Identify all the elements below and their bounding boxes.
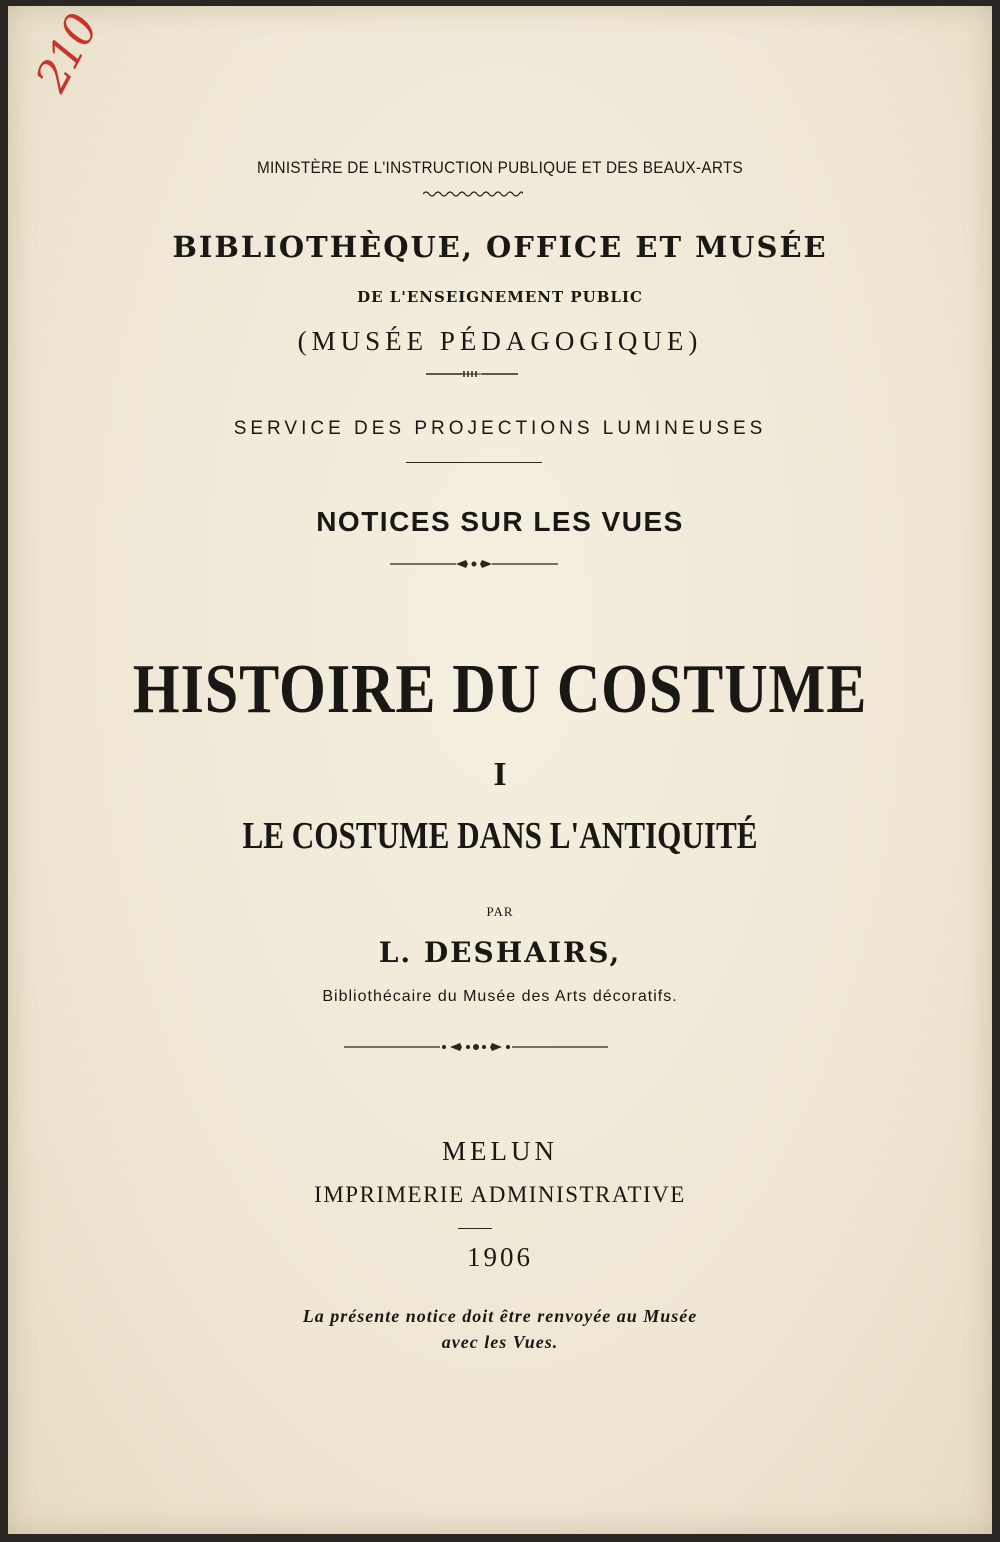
- volume-number: I: [493, 756, 507, 793]
- imprint-printer: IMPRIMERIE ADMINISTRATIVE: [314, 1182, 686, 1207]
- main-title: HISTOIRE DU COSTUME: [132, 651, 868, 728]
- author-prefix: PAR: [486, 904, 514, 919]
- imprint-city: MELUN: [442, 1136, 558, 1166]
- horizontal-rule-1: [406, 462, 542, 463]
- author-role: Bibliothécaire du Musée des Arts décoratifs.: [322, 988, 678, 1005]
- ministry-heading: MINISTÈRE DE L'INSTRUCTION PUBLIQUE ET DES BEAUX-ARTS: [257, 158, 743, 177]
- horizontal-rule-2: [458, 1228, 492, 1229]
- return-notice-line-1: La présente notice doit être renvoyée au Musée: [302, 1306, 698, 1326]
- document-page: [8, 6, 992, 1534]
- wavy-divider-1: [423, 190, 523, 198]
- service-heading: SERVICE DES PROJECTIONS LUMINEUSES: [233, 418, 767, 439]
- library-subheading: DE L'ENSEIGNEMENT PUBLIC: [357, 288, 643, 306]
- imprint-year: 1906: [467, 1242, 533, 1272]
- musee-heading: (MUSÉE PÉDAGOGIQUE): [297, 326, 703, 356]
- ornament-divider-1: [426, 370, 518, 378]
- ornament-divider-3: [344, 1041, 608, 1053]
- return-notice-line-2: avec les Vues.: [441, 1332, 559, 1352]
- library-heading: BIBLIOTHÈQUE, OFFICE ET MUSÉE: [172, 230, 828, 264]
- author-name: L. DESHAIRS,: [378, 936, 622, 969]
- ornament-divider-2: [390, 558, 558, 570]
- volume-subtitle: LE COSTUME DANS L'ANTIQUITÉ: [242, 815, 758, 857]
- handwritten-annotation: 210: [26, 7, 108, 100]
- notices-heading: NOTICES SUR LES VUES: [316, 506, 684, 537]
